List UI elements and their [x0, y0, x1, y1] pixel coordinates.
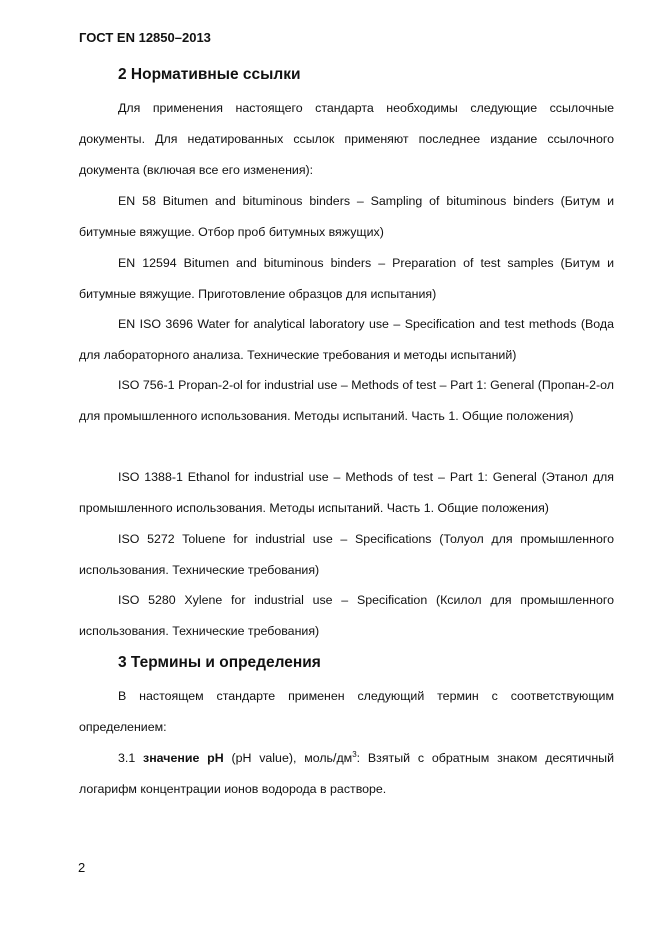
reference-iso-1388-1: ISO 1388-1 Ethanol for industrial use – Methods of test – Part 1: General (Этанол для промышленного использования. Методы испытаний. Часть 1. Общие положения)	[79, 470, 614, 515]
section-2-heading: 2 Нормативные ссылки	[118, 66, 301, 83]
section-3-heading: 3 Термины и определения	[118, 654, 321, 671]
reference-en-12594: EN 12594 Bitumen and bituminous binders – Preparation of test samples (Битум и битумные вяжущие. Приготовление образцов для испытания)	[79, 256, 614, 301]
page-number: 2	[78, 860, 86, 875]
reference-iso-5280: ISO 5280 Xylene for industrial use – Specification (Ксилол для промышленного использования. Технические требования)	[79, 593, 614, 638]
unit-exponent: 3	[352, 750, 357, 759]
term-number: 3.1	[118, 751, 136, 765]
standard-designation: ГОСТ EN 12850–2013	[79, 30, 211, 45]
section-2-intro: Для применения настоящего стандарта необходимы следующие ссылочные документы. Для недатированных ссылок применяют последнее издание ссылочного документа (включая все его изменения):	[79, 101, 614, 177]
term-english: (pH value), моль/дм	[231, 751, 353, 765]
reference-en-iso-3696: EN ISO 3696 Water for analytical laboratory use – Specification and test methods (Вода для лабораторного анализа. Технические требования и методы испытаний)	[79, 317, 614, 362]
section-3-intro: В настоящем стандарте применен следующий термин с соответствующим определением:	[79, 689, 614, 734]
term-definition-text: : Взятый с обратным знаком десятичный логарифм концентрации ионов водорода в растворе.	[79, 751, 614, 796]
term-name: значение pH	[143, 751, 224, 765]
reference-iso-5272: ISO 5272 Toluene for industrial use – Specifications (Толуол для промышленного использования. Технические требования)	[79, 532, 614, 577]
reference-iso-756-1: ISO 756-1 Propan-2-ol for industrial use – Methods of test – Part 1: General (Пропан-2-ол для промышленного использования. Методы испытаний. Часть 1. Общие положения)	[79, 378, 614, 423]
term-definition-3-1	[79, 743, 614, 805]
reference-en-58: EN 58 Bitumen and bituminous binders – Sampling of bituminous binders (Битум и битумные вяжущие. Отбор проб битумных вяжущих)	[79, 194, 614, 239]
